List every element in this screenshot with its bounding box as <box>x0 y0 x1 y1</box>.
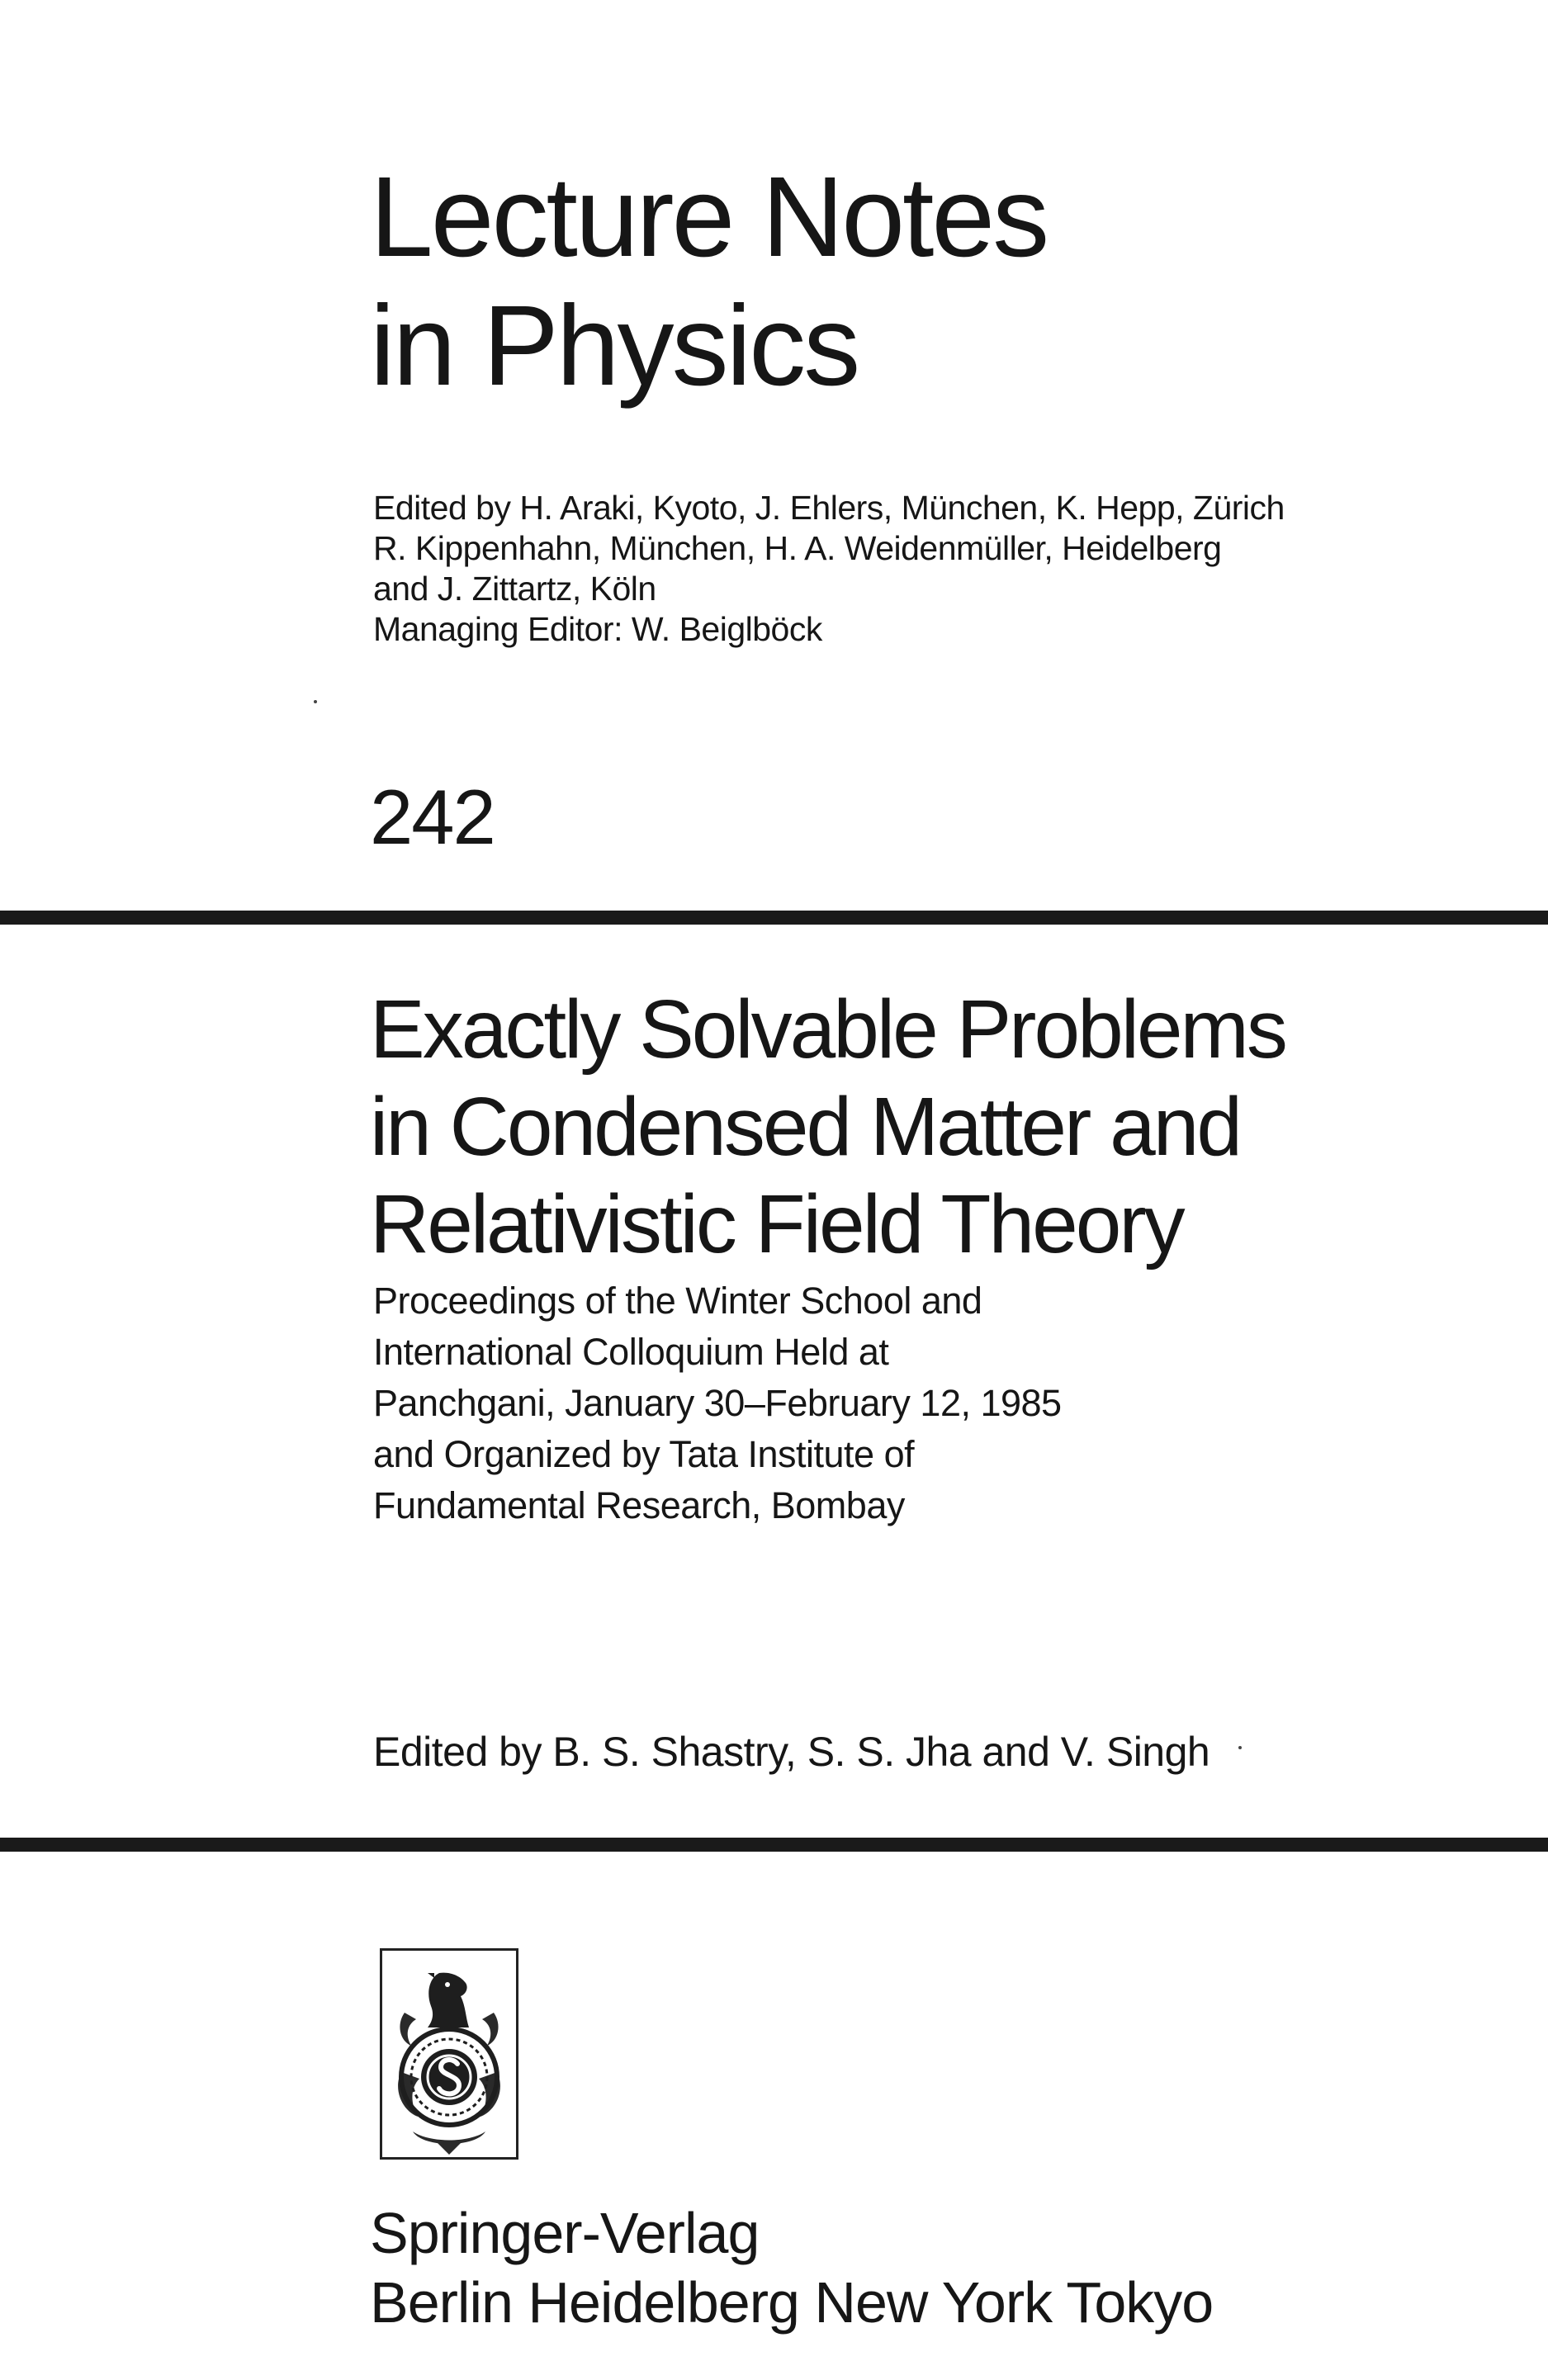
series-title-line: in Physics <box>370 282 859 409</box>
volume-editors: Edited by B. S. Shastry, S. S. Jha and V. Singh <box>373 1729 1210 1775</box>
subtitle-line: Proceedings of the Winter School and <box>373 1280 982 1322</box>
series-editors-line: R. Kippenhahn, München, H. A. Weidenmüller, Heidelberg <box>373 529 1222 567</box>
publisher-name: Springer-Verlag <box>370 2201 760 2265</box>
series-editors-line: Edited by H. Araki, Kyoto, J. Ehlers, München, K. Hepp, Zürich <box>373 489 1285 527</box>
series-title-line: Lecture Notes <box>370 154 1048 281</box>
scan-speck <box>314 700 317 703</box>
book-title-line: Relativistic Field Theory <box>370 1178 1183 1270</box>
subtitle-line: International Colloquium Held at <box>373 1331 889 1373</box>
series-editors <box>373 488 1285 650</box>
scan-speck <box>1238 1746 1242 1749</box>
book-subtitle <box>373 1275 1062 1531</box>
book-title-line: in Condensed Matter and <box>370 1081 1240 1173</box>
springer-chess-knight-icon <box>380 1948 518 2160</box>
book-title <box>370 981 1285 1273</box>
publisher-cities: Berlin Heidelberg New York Tokyo <box>370 2270 1214 2335</box>
series-title <box>370 153 1047 410</box>
managing-editor-line: Managing Editor: W. Beiglböck <box>373 610 822 648</box>
subtitle-line: Panchgani, January 30–February 12, 1985 <box>373 1382 1062 1424</box>
series-editors-line: and J. Zittartz, Köln <box>373 570 656 608</box>
publisher <box>370 2198 1213 2337</box>
subtitle-line: and Organized by Tata Institute of <box>373 1433 915 1475</box>
book-title-line: Exactly Solvable Problems <box>370 983 1285 1076</box>
bottom-rule-divider <box>0 1838 1548 1852</box>
subtitle-line: Fundamental Research, Bombay <box>373 1484 905 1526</box>
volume-number: 242 <box>370 774 495 860</box>
top-rule-divider <box>0 911 1548 925</box>
